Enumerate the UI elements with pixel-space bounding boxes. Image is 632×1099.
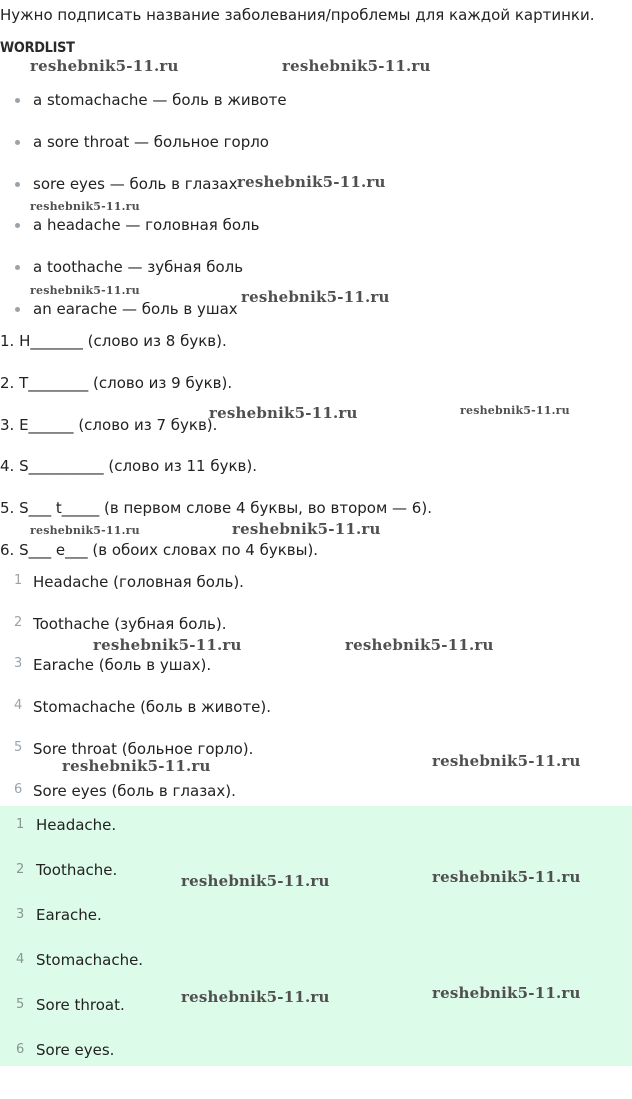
task-line: 4. S__________ (слово из 11 букв). xyxy=(0,457,258,475)
bullet-icon xyxy=(15,182,20,187)
task-line: 3. E______ (слово из 7 букв). xyxy=(0,416,218,434)
bullet-icon xyxy=(15,98,20,103)
watermark: reshebnik5-11.ru xyxy=(432,984,581,1002)
task-line: 2. T________ (слово из 9 букв). xyxy=(0,374,233,392)
watermark: reshebnik5-11.ru xyxy=(181,872,330,890)
watermark: reshebnik5-11.ru xyxy=(93,636,242,654)
watermark: reshebnik5-11.ru xyxy=(237,173,386,191)
watermark: reshebnik5-11.ru xyxy=(62,757,211,775)
watermark: reshebnik5-11.ru xyxy=(209,404,358,422)
watermark: reshebnik5-11.ru xyxy=(432,868,581,886)
bullet-icon xyxy=(15,223,20,228)
watermark: reshebnik5-11.ru xyxy=(282,57,431,75)
task-line: 5. S___ t_____ (в первом слове 4 буквы, во втором — 6). xyxy=(0,499,432,517)
task-line: 6. S___ e___ (в обоих словах по 4 буквы). xyxy=(0,541,319,559)
watermark: reshebnik5-11.ru xyxy=(30,524,140,537)
task-line: 1. H_______ (слово из 8 букв). xyxy=(0,332,227,350)
watermark: reshebnik5-11.ru xyxy=(241,288,390,306)
watermark: reshebnik5-11.ru xyxy=(432,752,581,770)
watermark: reshebnik5-11.ru xyxy=(460,404,570,417)
watermark: reshebnik5-11.ru xyxy=(30,284,140,297)
watermark: reshebnik5-11.ru xyxy=(30,200,140,213)
bullet-icon xyxy=(15,265,20,270)
bullet-icon xyxy=(15,140,20,145)
watermark: reshebnik5-11.ru xyxy=(345,636,494,654)
watermark: reshebnik5-11.ru xyxy=(232,520,381,538)
watermark: reshebnik5-11.ru xyxy=(30,57,179,75)
wordlist-title: WORDLIST xyxy=(0,40,75,56)
watermark: reshebnik5-11.ru xyxy=(181,988,330,1006)
bullet-icon xyxy=(15,307,20,312)
intro-text: Нужно подписать название заболевания/проблемы для каждой картинки. xyxy=(0,6,595,24)
answer-box: 1 Headache. 2 Toothache. 3 Earache. 4 Stomachache. 5 Sore throat. 6 Sore eyes. xyxy=(0,806,632,1066)
